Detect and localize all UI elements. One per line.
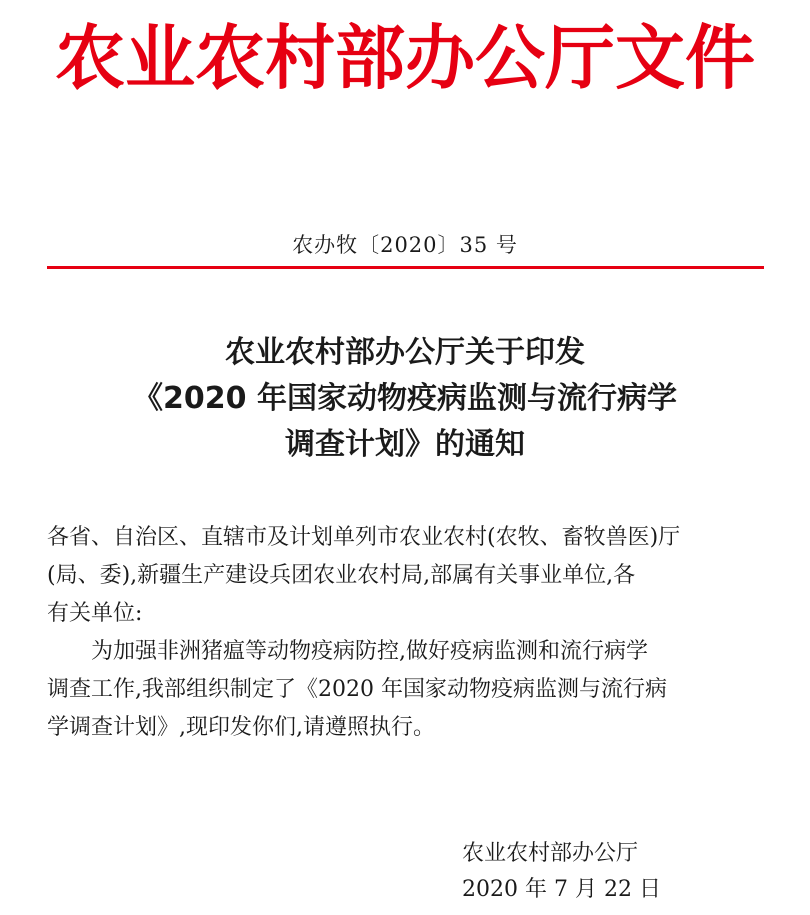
document-number: 农办牧〔2020〕35 号 xyxy=(292,233,518,257)
body-paragraph xyxy=(47,633,767,747)
body-line-1: 为加强非洲猪瘟等动物疫病防控,做好疫病监测和流行病学 xyxy=(91,639,648,664)
addressee-line-2: (局、委),新疆生产建设兵团农业农村局,部属有关事业单位,各 xyxy=(47,563,636,588)
title-line-2: 《2020 年国家动物疫病监测与流行病学 xyxy=(133,381,677,416)
addressee-line-1: 各省、自治区、直辖市及计划单列市农业农村(农牧、畜牧兽医)厅 xyxy=(47,525,681,550)
issue-date: 2020 年 7 月 22 日 xyxy=(462,877,661,902)
title-line-1: 农业农村部办公厅关于印发 xyxy=(225,335,585,370)
signature-block xyxy=(462,836,661,908)
addressee-paragraph xyxy=(47,519,767,633)
title-line-3: 调查计划》的通知 xyxy=(285,427,525,462)
issuer-name: 农业农村部办公厅 xyxy=(462,841,639,866)
body-line-2: 调查工作,我部组织制定了《2020 年国家动物疫病监测与流行病 xyxy=(47,677,667,702)
masthead-title: 农业农村部办公厅文件 xyxy=(55,17,755,99)
red-divider-line xyxy=(47,266,764,269)
notice-title xyxy=(0,330,810,468)
addressee-line-3: 有关单位: xyxy=(47,601,143,626)
body-line-3: 学调查计划》,现印发你们,请遵照执行。 xyxy=(47,715,435,740)
